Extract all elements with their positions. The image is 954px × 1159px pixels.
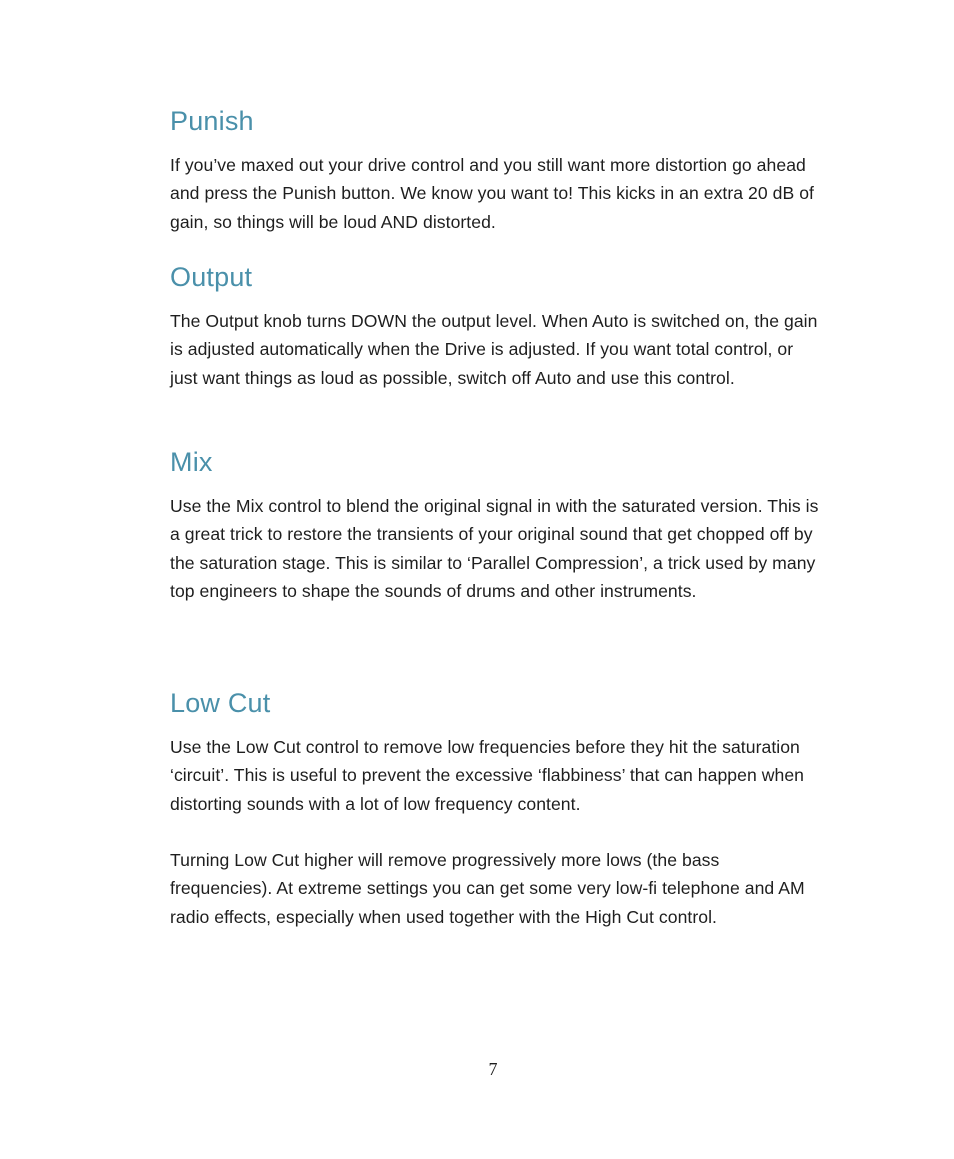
heading-mix: Mix (170, 447, 213, 477)
page-number: 7 (488, 1059, 498, 1079)
paragraph-output: The Output knob turns DOWN the output level. When Auto is switched on, the gain is adjusted automatically when the Drive is adjusted. If you want total control, or just want things as loud as possible, switch off Auto and use this control. (170, 311, 818, 388)
paragraph-mix: Use the Mix control to blend the original signal in with the saturated version. This is a great trick to restore the transients of your original sound that get chopped off by the saturation stage. This is similar to ‘Parallel Compression’, a trick used by many top engineers to shape the sounds of drums and other instruments. (170, 496, 819, 602)
paragraph-punish: If you’ve maxed out your drive control and you still want more distortion go ahead and press the Punish button. We know you want to! This kicks in an extra 20 dB of gain, so things will be loud AND distorted. (170, 155, 814, 232)
heading-punish: Punish (170, 106, 254, 136)
heading-output: Output (170, 262, 253, 292)
paragraph-low-cut-2: Turning Low Cut higher will remove progressively more lows (the bass frequencies). At extreme settings you can get some very low-fi telephone and AM radio effects, especially when used together with the High Cut control. (170, 850, 805, 927)
paragraph-low-cut-1: Use the Low Cut control to remove low frequencies before they hit the saturation ‘circuit’. This is useful to prevent the excessive ‘flabbiness’ that can happen when distorting sounds with a lot of low frequency content. (170, 737, 805, 814)
heading-low-cut: Low Cut (170, 688, 271, 718)
